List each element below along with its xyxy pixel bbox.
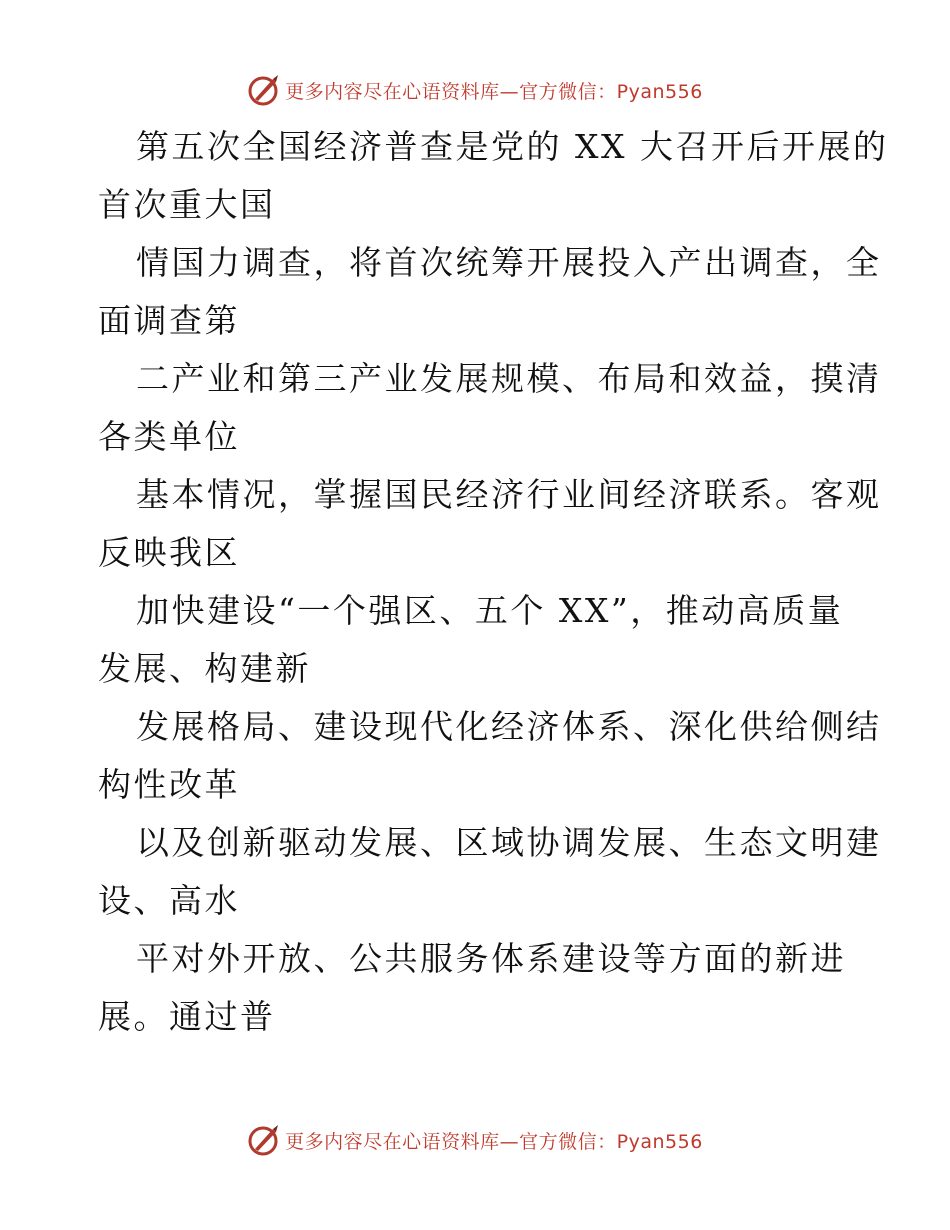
- paragraph-line: 第五次全国经济普查是党的 XX 大召开后开展的: [136, 127, 889, 166]
- quill-logo-icon: [247, 1123, 281, 1157]
- paragraph: [98, 466, 882, 582]
- paragraph-line: 以及创新驱动发展、区域协调发展、生态文明建: [136, 823, 882, 862]
- paragraph-continuation: 设、高水: [98, 881, 240, 920]
- paragraph: [98, 234, 882, 350]
- paragraph-line: 平对外开放、公共服务体系建设等方面的新进: [136, 939, 846, 978]
- paragraph-line: 发展格局、建设现代化经济体系、深化供给侧结: [136, 707, 882, 746]
- paragraph: [98, 118, 889, 234]
- footer-watermark: [0, 1120, 950, 1160]
- paragraph-continuation: 面调查第: [98, 301, 240, 340]
- paragraph-continuation: 构性改革: [98, 765, 240, 804]
- watermark-text: 更多内容尽在心语资料库—官方微信：Pyan556: [285, 80, 703, 103]
- paragraph-line: 情国力调查，将首次统筹开展投入产出调查，全: [136, 243, 882, 282]
- paragraph-continuation: 各类单位: [98, 417, 240, 456]
- paragraph-continuation: 展。通过普: [98, 997, 276, 1036]
- quill-logo-icon: [247, 73, 281, 107]
- paragraph: [98, 814, 882, 930]
- paragraph-line: 二产业和第三产业发展规模、布局和效益，摸清: [136, 359, 882, 398]
- paragraph-continuation: 首次重大国: [98, 185, 276, 224]
- watermark-text: 更多内容尽在心语资料库—官方微信：Pyan556: [285, 1130, 703, 1153]
- document-body: [98, 118, 889, 1046]
- paragraph: [98, 350, 882, 466]
- paragraph: [98, 698, 882, 814]
- paragraph-line: 加快建设“一个强区、五个 XX”，推动高质量: [136, 591, 844, 630]
- paragraph: [98, 582, 858, 698]
- header-watermark: [0, 70, 950, 110]
- paragraph: [98, 930, 858, 1046]
- paragraph-continuation: 发展、构建新: [98, 649, 311, 688]
- paragraph-continuation: 反映我区: [98, 533, 240, 572]
- paragraph-line: 基本情况，掌握国民经济行业间经济联系。客观: [136, 475, 882, 514]
